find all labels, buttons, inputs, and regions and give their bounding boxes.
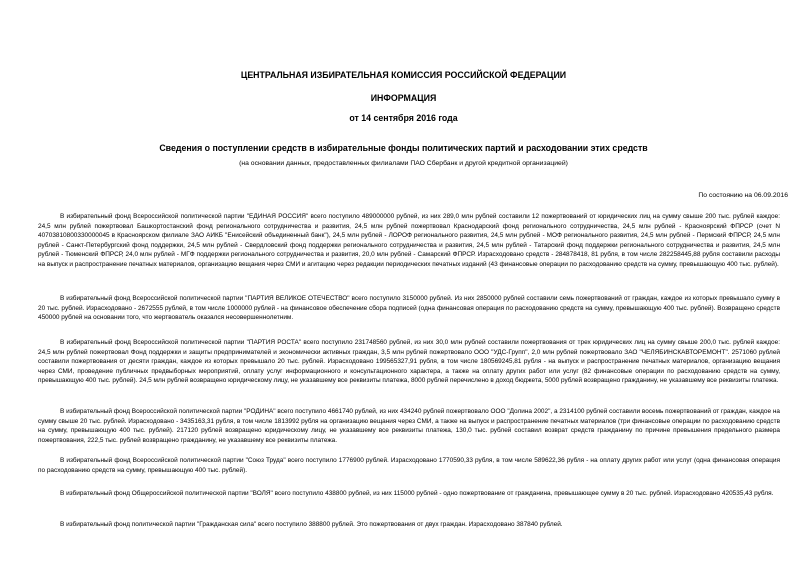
document-title: Сведения о поступлении средств в избирательные фонды политических партий и расходовании этих средств (159, 143, 648, 153)
paragraph-velikoe-otechestvo: В избирательный фонд Всероссийской политической партии "ПАРТИЯ ВЕЛИКОЕ ОТЕЧЕСТВО" всего поступило 3150000 рублей. Из них 2850000 рублей составили семь пожертвований от граждан, каждое из которых превышало сумму в 20 тыс. рублей. Израсходовано - 2672555 рублей, в том числе 1000000 рублей - на финансовое обеспечение сбора подписей (одна финансовая операция по расходованию средств на сумму, превышающую 400 тыс. рублей). Возвращено средств 450000 рублей на основании того, что жертвователь оказался несовершеннолетним. (38, 295, 780, 322)
paragraph-edinaya-rossiya: В избирательный фонд Всероссийской политической партии "ЕДИНАЯ РОССИЯ" всего поступило 489000000 рублей, из них 289,0 млн рублей составили 12 пожертвований от юридических лиц на сумму свыше 200 тыс. рублей каждое: 24,5 млн рублей пожертвовал Башкортостанский фонд регионального сотрудничества и развития, 24,5 млн рублей пожертвовал Краснодарский фонд регионального сотрудничества, 24,5 млн рублей - Красноярский ФПРСР (счет N 40703810800330000045 в Красноярском филиале ЗАО АИКБ "Енисейский объединенный банк"), 24,5 млн рублей - ЛОРОФ регионального развития, 24,5 млн рублей - МОФ регионального развития, 24,5 млн рублей - Пермский ФПРСР, 24,5 млн рублей - Санкт-Петербургский фонд поддержки, 24,5 млн рублей - Свердловский фонд поддержки регионального сотрудничества и развития, 24,5 млн рублей - Татарский фонд поддержки регионального сотрудничества и развития, 24,5 млн рублей - Тюменский ФПРСР, 24,0 млн рублей - МГФ поддержки регионального сотрудничества и развития, 20,0 млн рублей - Самарский ФПРСР. Израсходовано средств - 284878418, 81 рубля, в том числе 282258445,88 рубля составили расходы на выпуск и распространение печатных материалов, организацию вещания через СМИ и агитацию через редакции периодических печатных изданий (43 финансовые операции по расходованию средств на сумму, превышающую 400 тыс. рублей). (38, 213, 780, 268)
paragraph-rodina: В избирательный фонд Всероссийской политической партии "РОДИНА" всего поступило 4661740 рублей, из них 434240 рублей пожертвовало ООО "Долина 2002", а 2314100 рублей составили восемь пожертвований от граждан, каждое на сумму свыше 20 тыс. рублей. Израсходовано - 3435163,31 рубля, в том числе 1813992 рубля на организацию вещания через СМИ, а также на выпуск и распространение печатных материалов (три финансовые операции по расходованию средств на сумму, превышающую 400 тыс. рублей). 217120 рублей возвращено юридическому лицу, не указавшему все реквизиты платежа, 130,0 тыс. рублей составил возврат средств гражданину по причине превышения предельного размера пожертвования, 222,5 тыс. рублей возвращено гражданину, не указавшему все реквизиты платежа. (38, 408, 780, 444)
document-type-heading: ИНФОРМАЦИЯ (370, 93, 437, 103)
paragraph-soyuz-truda: В избирательный фонд Всероссийской политической партии "Союз Труда" всего поступило 1776900 рублей. Израсходовано 1770590,33 рубля, в том числе 589622,36 рубля - на оплату других работ или услуг (одна финансовая операция по расходованию средств на сумму, превышающую 400 тыс. рублей). (38, 457, 780, 474)
document-date: от 14 сентября 2016 года (349, 113, 458, 123)
paragraph-partiya-rosta: В избирательный фонд Всероссийской политической партии "ПАРТИЯ РОСТА" всего поступило 231748560 рублей, из них 30,0 млн рублей составили пожертвования от трех юридических лиц на сумму свыше 200,0 тыс. рублей каждое: 24,5 млн рублей пожертвовал Фонд поддержки и защиты предпринимателей и экономически активных граждан, 3,5 млн рублей пожертвовало ООО "УДС-Групп", 2,0 млн рублей пожертвовало ЗАО "ЧЕЛЯБИНСКАВТОРЕМОНТ". 2571060 рублей составили пожертвования от десяти граждан, каждое из которых превышало 20 тыс. рублей. Израсходовано 199565327,91 рубля, в том числе 180569245,81 рубля - на выпуск и распространение печатных материалов, организацию вещания через СМИ, проведение публичных предвыборных мероприятий, оплату услуг информационного и консультационного характера, а также на оплату других работ или услуг (82 финансовые операции по расходованию средств на сумму, превышающую 400 тыс. рублей). 24,5 млн рублей возвращено юридическому лицу, не указавшему все реквизиты платежа, 8000 рублей перечислено в доход бюджета, 5000 рублей возвращено гражданину, не указавшему все реквизиты платежа. (38, 339, 780, 385)
document-subtitle: (на основании данных, предоставленных филиалами ПАО Сбербанк и другой кредитной организацией) (239, 160, 568, 167)
paragraph-grazhdanskaya-sila: В избирательный фонд политической партии "Гражданская сила" всего поступило 388800 рублей. Это пожертвования от двух граждан. Израсходовано 387840 рублей. (60, 521, 563, 528)
paragraph-volya: В избирательный фонд Общероссийской политической партии "ВОЛЯ" всего поступило 438800 рублей, из них 115000 рублей - одно пожертвование от гражданина, превышающее сумму в 20 тыс. рублей. Израсходовано 420535,43 рубля. (60, 490, 774, 497)
issuer-heading: ЦЕНТРАЛЬНАЯ ИЗБИРАТЕЛЬНАЯ КОМИССИЯ РОССИЙСКОЙ ФЕДЕРАЦИИ (240, 70, 567, 80)
as-of-date: По состоянию на 06.09.2016 (698, 192, 788, 199)
